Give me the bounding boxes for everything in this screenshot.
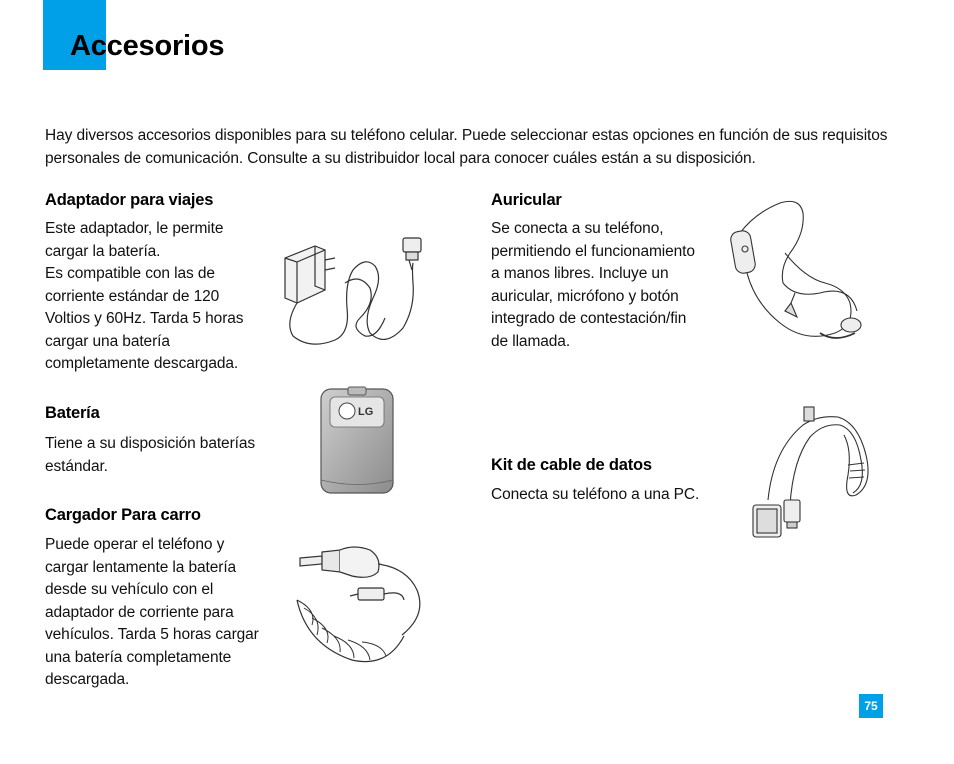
car-charger-text: Puede operar el teléfono y cargar lentamente la batería desde su vehículo con el adaptador de corriente para vehículos. Tarda 5 horas cargar una batería completamente descargada. (45, 536, 259, 688)
battery-text: Tiene a su disposición baterías estándar. (45, 435, 256, 475)
car-charger-heading: Cargador Para carro (45, 506, 201, 524)
car-charger-illustration (292, 540, 432, 670)
page-title: Accesorios (70, 30, 225, 62)
page-number-badge: 75 (859, 694, 883, 718)
data-cable-heading: Kit de cable de datos (491, 456, 652, 474)
travel-adapter-text: Este adaptador, le permite cargar la batería. Es compatible con las de corriente estándar de 120 Voltios y 60Hz. Tarda 5 horas cargar una batería completamente descargada. (45, 220, 244, 372)
battery-illustration (318, 385, 396, 497)
intro-paragraph: Hay diversos accesorios disponibles para su teléfono celular. Puede seleccionar estas opciones en función de sus requisitos personales de comunicación. Consulte a su distribuidor local para conocer cuáles están a su disposición. (45, 127, 888, 167)
travel-adapter-heading: Adaptador para viajes (45, 191, 214, 209)
battery-heading: Batería (45, 404, 100, 422)
headset-text: Se conecta a su teléfono, permitiendo el funcionamiento a manos libres. Incluye un auricular, micrófono y botón integrado de contestación/fin de llamada. (491, 220, 695, 350)
data-cable-text: Conecta su teléfono a una PC. (491, 486, 700, 503)
headset-illustration (725, 193, 870, 348)
travel-adapter-illustration (275, 228, 425, 353)
battery-logo-text: LG (358, 406, 374, 418)
headset-heading: Auricular (491, 191, 562, 209)
data-cable-illustration (748, 405, 888, 547)
